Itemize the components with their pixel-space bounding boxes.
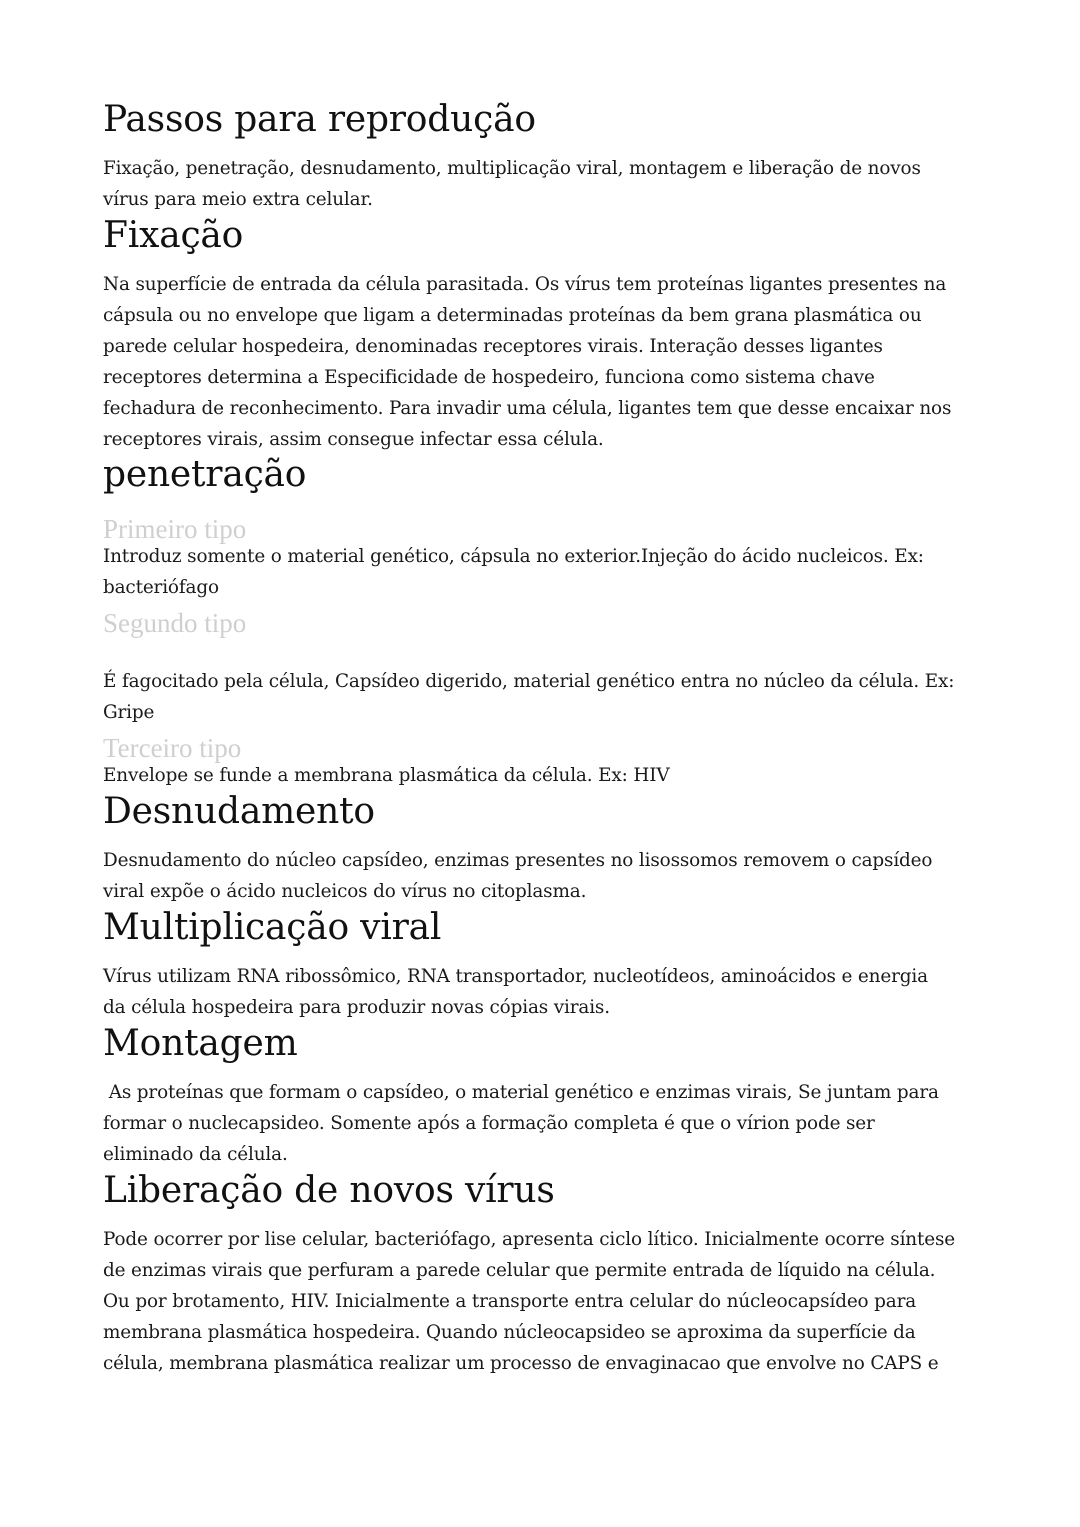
paragraph-line: Gripe [103, 702, 155, 723]
paragraph-multiplicacao-viral [103, 961, 983, 1023]
paragraph-line: vírus para meio extra celular. [103, 189, 373, 210]
heading-montagem: Montagem [103, 1023, 298, 1064]
heading-fixacao: Fixação [103, 215, 244, 256]
paragraph-line: Envelope se funde a membrana plasmática da célula. Ex: HIV [103, 765, 670, 786]
paragraph-segundo-tipo [103, 666, 983, 728]
paragraph-line: Ou por brotamento, HIV. Inicialmente a transporte entra celular do núcleocapsídeo para [103, 1291, 917, 1312]
paragraph-line: parede celular hospedeira, denominadas receptores virais. Interação desses ligantes [103, 336, 883, 357]
paragraph-line: Introduz somente o material genético, cápsula no exterior.Injeção do ácido nucleicos. Ex: [103, 546, 924, 567]
paragraph-line: receptores determina a Especificidade de hospedeiro, funciona como sistema chave [103, 367, 875, 388]
paragraph-line: membrana plasmática hospedeira. Quando núcleocapsideo se aproxima da superfície da [103, 1322, 916, 1343]
paragraph-line: receptores virais, assim consegue infectar essa célula. [103, 429, 604, 450]
paragraph-primeiro-tipo [103, 541, 983, 603]
heading-passos-para-reproducao: Passos para reprodução [103, 99, 536, 140]
paragraph-terceiro-tipo [103, 760, 983, 791]
paragraph-line: Desnudamento do núcleo capsídeo, enzimas presentes no lisossomos removem o capsídeo [103, 850, 933, 871]
paragraph-line: formar o nuclecapsideo. Somente após a formação completa é que o vírion pode ser [103, 1113, 875, 1134]
subheading-primeiro-tipo: Primeiro tipo [103, 514, 247, 544]
heading-desnudamento: Desnudamento [103, 791, 375, 832]
heading-multiplicacao-viral: Multiplicação viral [103, 907, 442, 948]
paragraph-line: da célula hospedeira para produzir novas cópias virais. [103, 997, 610, 1018]
paragraph-line: célula, membrana plasmática realizar um processo de envaginacao que envolve no CAPS e [103, 1353, 939, 1374]
heading-penetracao: penetração [103, 454, 307, 495]
paragraph-line: viral expõe o ácido nucleicos do vírus no citoplasma. [103, 881, 587, 902]
subheading-segundo-tipo: Segundo tipo [103, 608, 247, 638]
paragraph-line: É fagocitado pela célula, Capsídeo digerido, material genético entra no núcleo da célula. Ex: [103, 671, 955, 692]
subheading-terceiro-tipo: Terceiro tipo [103, 733, 242, 763]
paragraph-line: Na superfície de entrada da célula parasitada. Os vírus tem proteínas ligantes presentes na [103, 274, 947, 295]
paragraph-passos [103, 153, 983, 215]
paragraph-line: Vírus utilizam RNA ribossômico, RNA transportador, nucleotídeos, aminoácidos e energia [103, 966, 928, 987]
paragraph-line: de enzimas virais que perfuram a parede celular que permite entrada de líquido na célula. [103, 1260, 936, 1281]
paragraph-line: Pode ocorrer por lise celular, bacteriófago, apresenta ciclo lítico. Inicialmente ocorre síntese [103, 1229, 955, 1250]
paragraph-desnudamento [103, 845, 983, 907]
heading-liberacao-de-novos-virus: Liberação de novos vírus [103, 1170, 555, 1211]
paragraph-montagem [103, 1077, 983, 1170]
paragraph-line: cápsula ou no envelope que ligam a determinadas proteínas da bem grana plasmática ou [103, 305, 922, 326]
paragraph-line: Fixação, penetração, desnudamento, multiplicação viral, montagem e liberação de novos [103, 158, 921, 179]
paragraph-line: bacteriófago [103, 577, 219, 598]
paragraph-line: As proteínas que formam o capsídeo, o material genético e enzimas virais, Se juntam para [103, 1082, 939, 1103]
paragraph-line: fechadura de reconhecimento. Para invadir uma célula, ligantes tem que desse encaixar nos [103, 398, 952, 419]
paragraph-fixacao [103, 269, 983, 455]
paragraph-line: eliminado da célula. [103, 1144, 288, 1165]
paragraph-liberacao [103, 1224, 983, 1379]
